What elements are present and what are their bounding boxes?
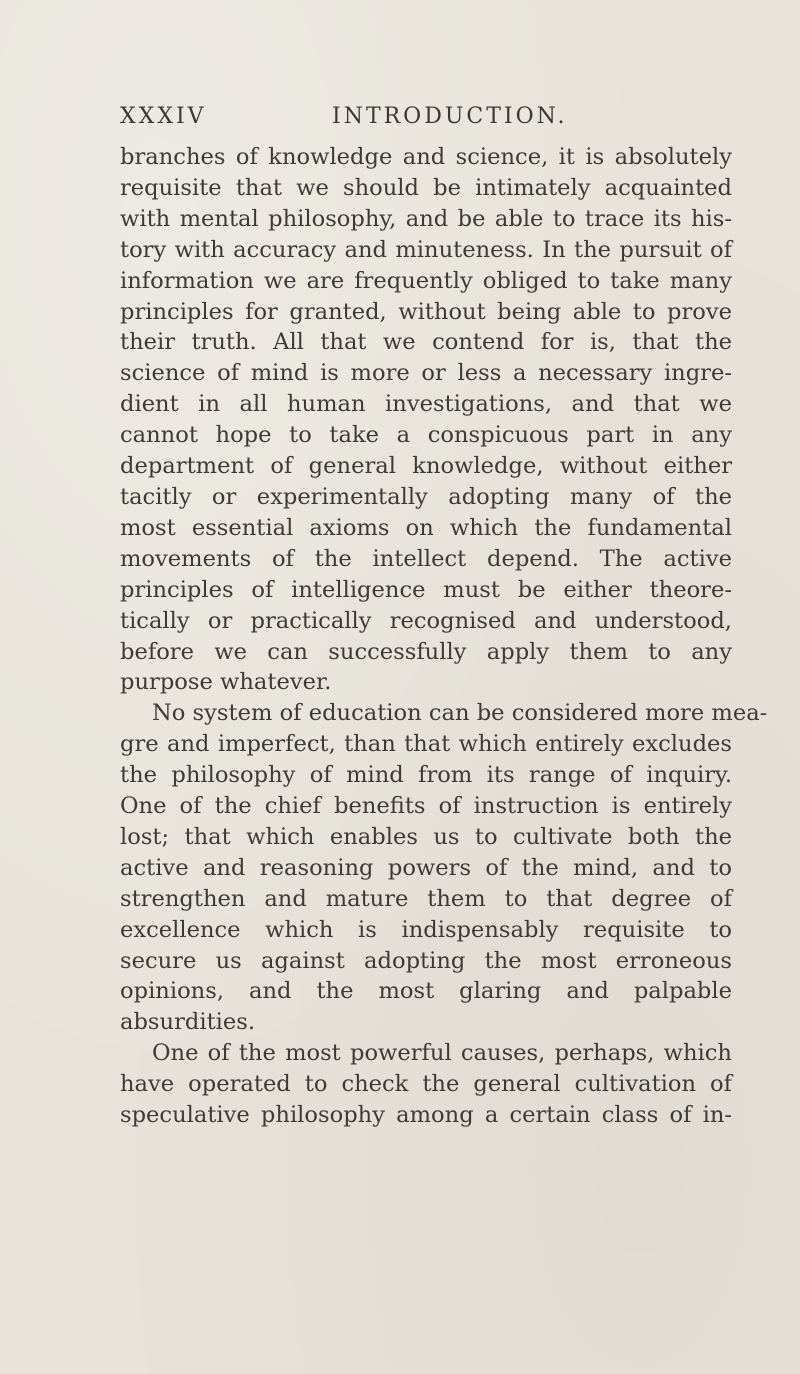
paragraph-start-line: No system of education can be considered more mea- xyxy=(152,700,768,727)
body-text xyxy=(120,142,768,1131)
text-line: opinions, and the most glaring and palpable xyxy=(120,978,732,1005)
text-line: excellence which is indispensably requisite to xyxy=(120,916,732,943)
text-line: dient in all human investigations, and that we xyxy=(120,391,732,418)
text-line: information we are frequently obliged to take many xyxy=(120,267,732,294)
text-line: strengthen and mature them to that degree of xyxy=(120,885,732,912)
text-line: lost; that which enables us to cultivate both the xyxy=(120,823,732,850)
text-line: One of the chief benefits of instruction is entirely xyxy=(120,793,732,820)
text-line: tically or practically recognised and understood, xyxy=(120,607,732,634)
text-line: speculative philosophy among a certain class of in- xyxy=(120,1102,732,1129)
text-line: secure us against adopting the most erroneous xyxy=(120,947,732,974)
paragraph-end-line: absurdities. xyxy=(120,1009,256,1036)
text-line: have operated to check the general cultivation of xyxy=(120,1071,732,1098)
paragraph-start-line: One of the most powerful causes, perhaps, which xyxy=(152,1040,732,1067)
text-line: cannot hope to take a conspicuous part in any xyxy=(120,422,732,449)
text-line: their truth. All that we contend for is, that the xyxy=(120,329,732,356)
text-line: tacitly or experimentally adopting many of the xyxy=(120,483,732,510)
text-line: before we can successfully apply them to any xyxy=(120,638,732,665)
text-line: with mental philosophy, and be able to trace its his- xyxy=(120,205,732,232)
page-header xyxy=(120,104,730,138)
text-line: gre and imperfect, than that which entirely excludes xyxy=(120,731,732,758)
paragraph-end-line: purpose whatever. xyxy=(120,669,332,696)
text-line: active and reasoning powers of the mind, and to xyxy=(120,854,732,881)
text-line: movements of the intellect depend. The active xyxy=(120,545,732,572)
page-number: XXXIV xyxy=(120,104,207,129)
text-line: department of general knowledge, without either xyxy=(120,453,732,480)
text-line: science of mind is more or less a necessary ingre- xyxy=(120,360,732,387)
text-line: the philosophy of mind from its range of inquiry. xyxy=(120,762,732,789)
text-line: tory with accuracy and minuteness. In the pursuit of xyxy=(120,236,732,263)
running-title: INTRODUCTION. xyxy=(332,104,568,129)
text-line: requisite that we should be intimately acquainted xyxy=(120,174,732,201)
text-line: branches of knowledge and science, it is absolutely xyxy=(120,144,732,170)
text-line: most essential axioms on which the fundamental xyxy=(120,514,732,541)
text-line: principles for granted, without being able to prove xyxy=(120,298,732,325)
text-line: principles of intelligence must be either theore- xyxy=(120,576,732,603)
